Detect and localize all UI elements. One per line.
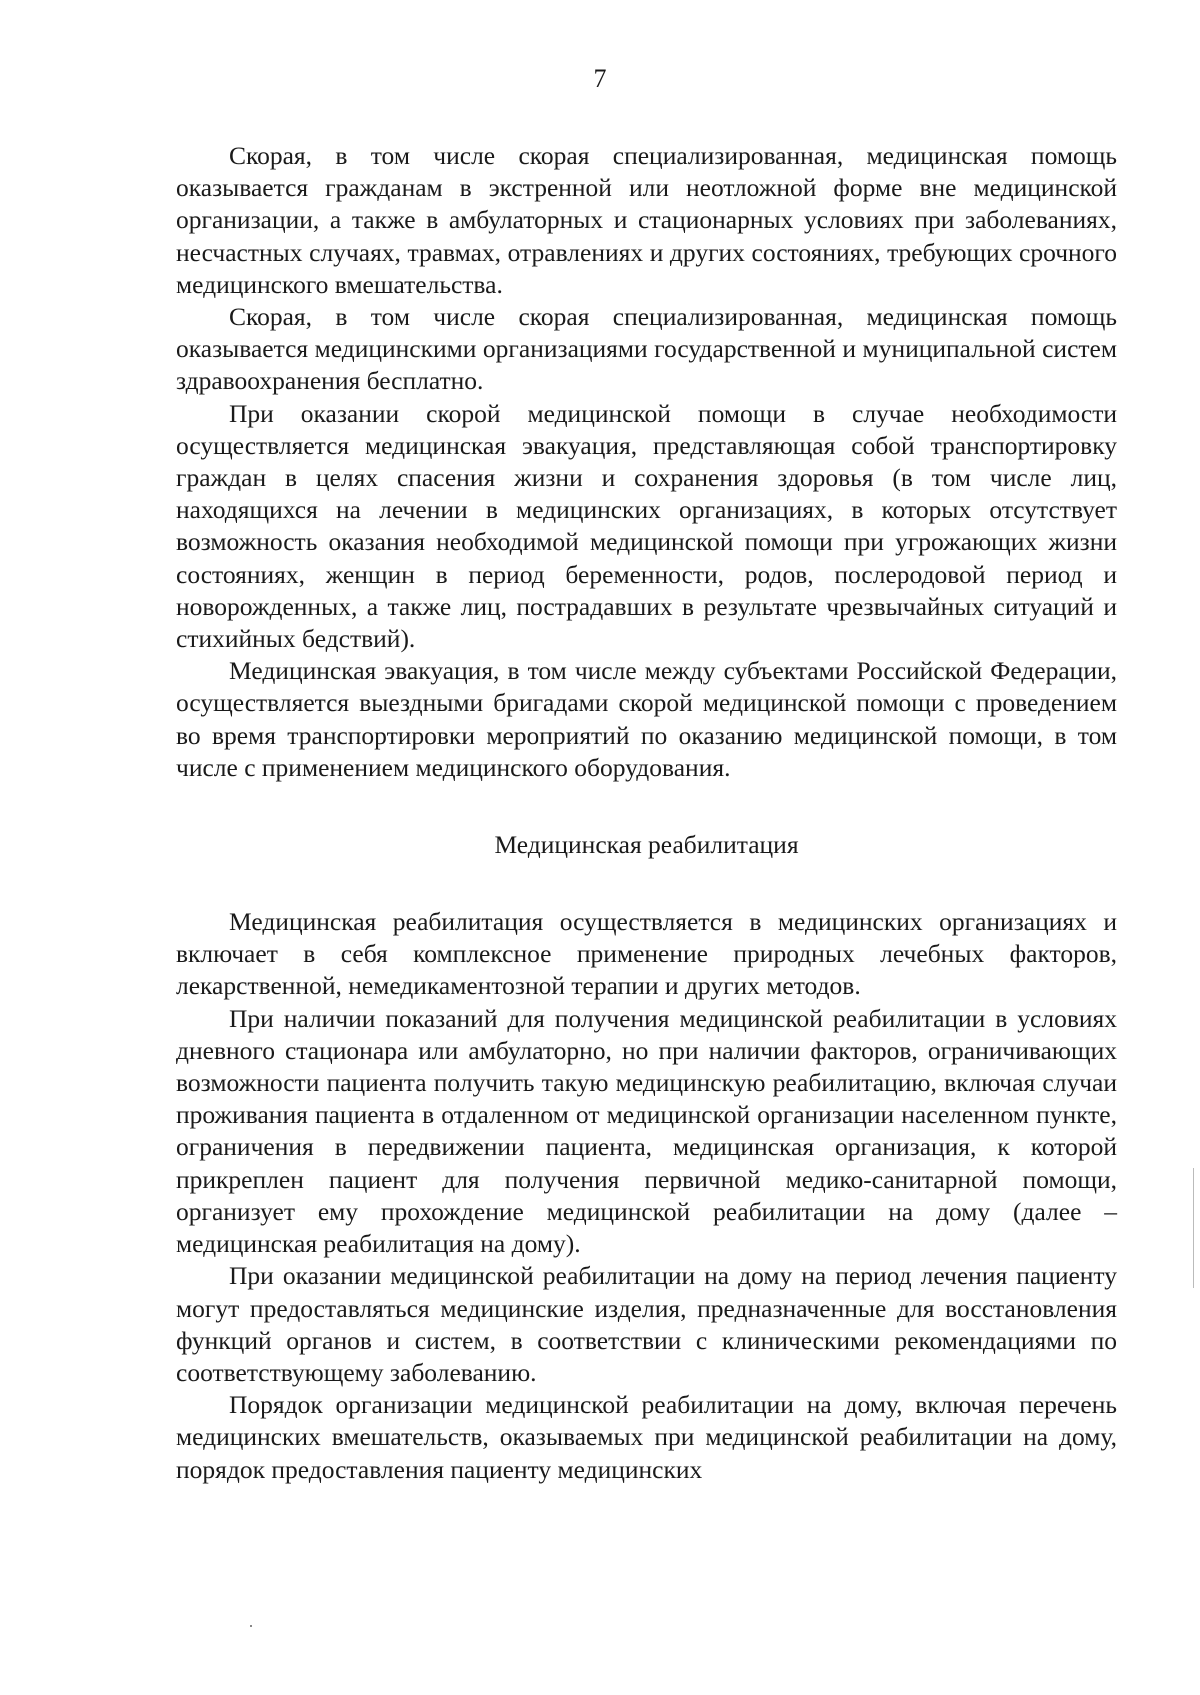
paragraph-evacuation-brigades: Медицинская эвакуация, в том числе между субъектами Российской Федерации, осуществляется выездными бригадами скорой медицинской помощи с проведением во время транспортировки мероприятий по оказанию медицинской помощи, в том числе с применением медицинского оборудования. <box>176 656 1117 782</box>
paragraph-rehabilitation: Медицинская реабилитация осуществляется в медицинских организациях и включает в себя комплексное применение природных лечебных факторов, лекарственной, немедикаментозной терапии и других методов. <box>176 907 1117 1001</box>
paragraph-emergency-care-free: Скорая, в том числе скорая специализированная, медицинская помощь оказывается медицинскими организациями государственной и муниципальной систем здравоохранения бесплатно. <box>176 302 1117 396</box>
paragraph-emergency-care: Скорая, в том числе скорая специализированная, медицинская помощь оказывается гражданам в экстренной или неотложной форме вне медицинской организации, а также в амбулаторных и стационарных условиях при заболеваниях, несчастных случаях, травмах, отравлениях и других состояниях, требующих срочного медицинского вмешательства. <box>176 141 1117 299</box>
paragraph-home-rehabilitation: При наличии показаний для получения медицинской реабилитации в условиях дневного стационара или амбулаторно, но при наличии факторов, ограничивающих возможности пациента получить такую медицинскую реабилитацию, включая случаи проживания пациента в отдаленном от медицинской организации населенном пункте, ограничения в передвижении пациента, медицинская организация, к которой прикреплен пациент для получения первичной медико-санитарной помощи, организует ему прохождение медицинской реабилитации на дому (далее – медицинская реабилитация на дому). <box>176 1003 1117 1259</box>
paragraph-medical-evacuation: При оказании скорой медицинской помощи в случае необходимости осуществляется медицинская эвакуация, представляющая собой транспортировку граждан в целях спасения жизни и сохранения здоровья (в том числе лиц, находящихся на лечении в медицинских организациях, в которых отсутствует возможность оказания необходимой медицинской помощи при угрожающих жизни состояниях, женщин в период беременности, родов, послеродовой период и новорожденных, а также лиц, пострадавших в результате чрезвычайных ситуаций и стихийных бедствий). <box>176 398 1117 654</box>
paragraph-rehabilitation-procedure: Порядок организации медицинской реабилитации на дому, включая перечень медицинских вмешательств, оказываемых при медицинской реабилитации на дому, порядок предоставления пациенту медицинских <box>176 1390 1117 1484</box>
paragraph-medical-devices: При оказании медицинской реабилитации на дому на период лечения пациенту могут предоставляться медицинские изделия, предназначенные для восстановления функций органов и систем, в соответствии с клиническими рекомендациями по соответствующему заболеванию. <box>176 1261 1117 1387</box>
page-number: 7 <box>593 64 607 93</box>
scan-artifact-line <box>1193 1168 1194 1288</box>
document-body <box>176 140 1117 1486</box>
section-heading: Медицинская реабилитация <box>494 830 799 860</box>
scan-artifact-dot <box>250 1625 252 1627</box>
